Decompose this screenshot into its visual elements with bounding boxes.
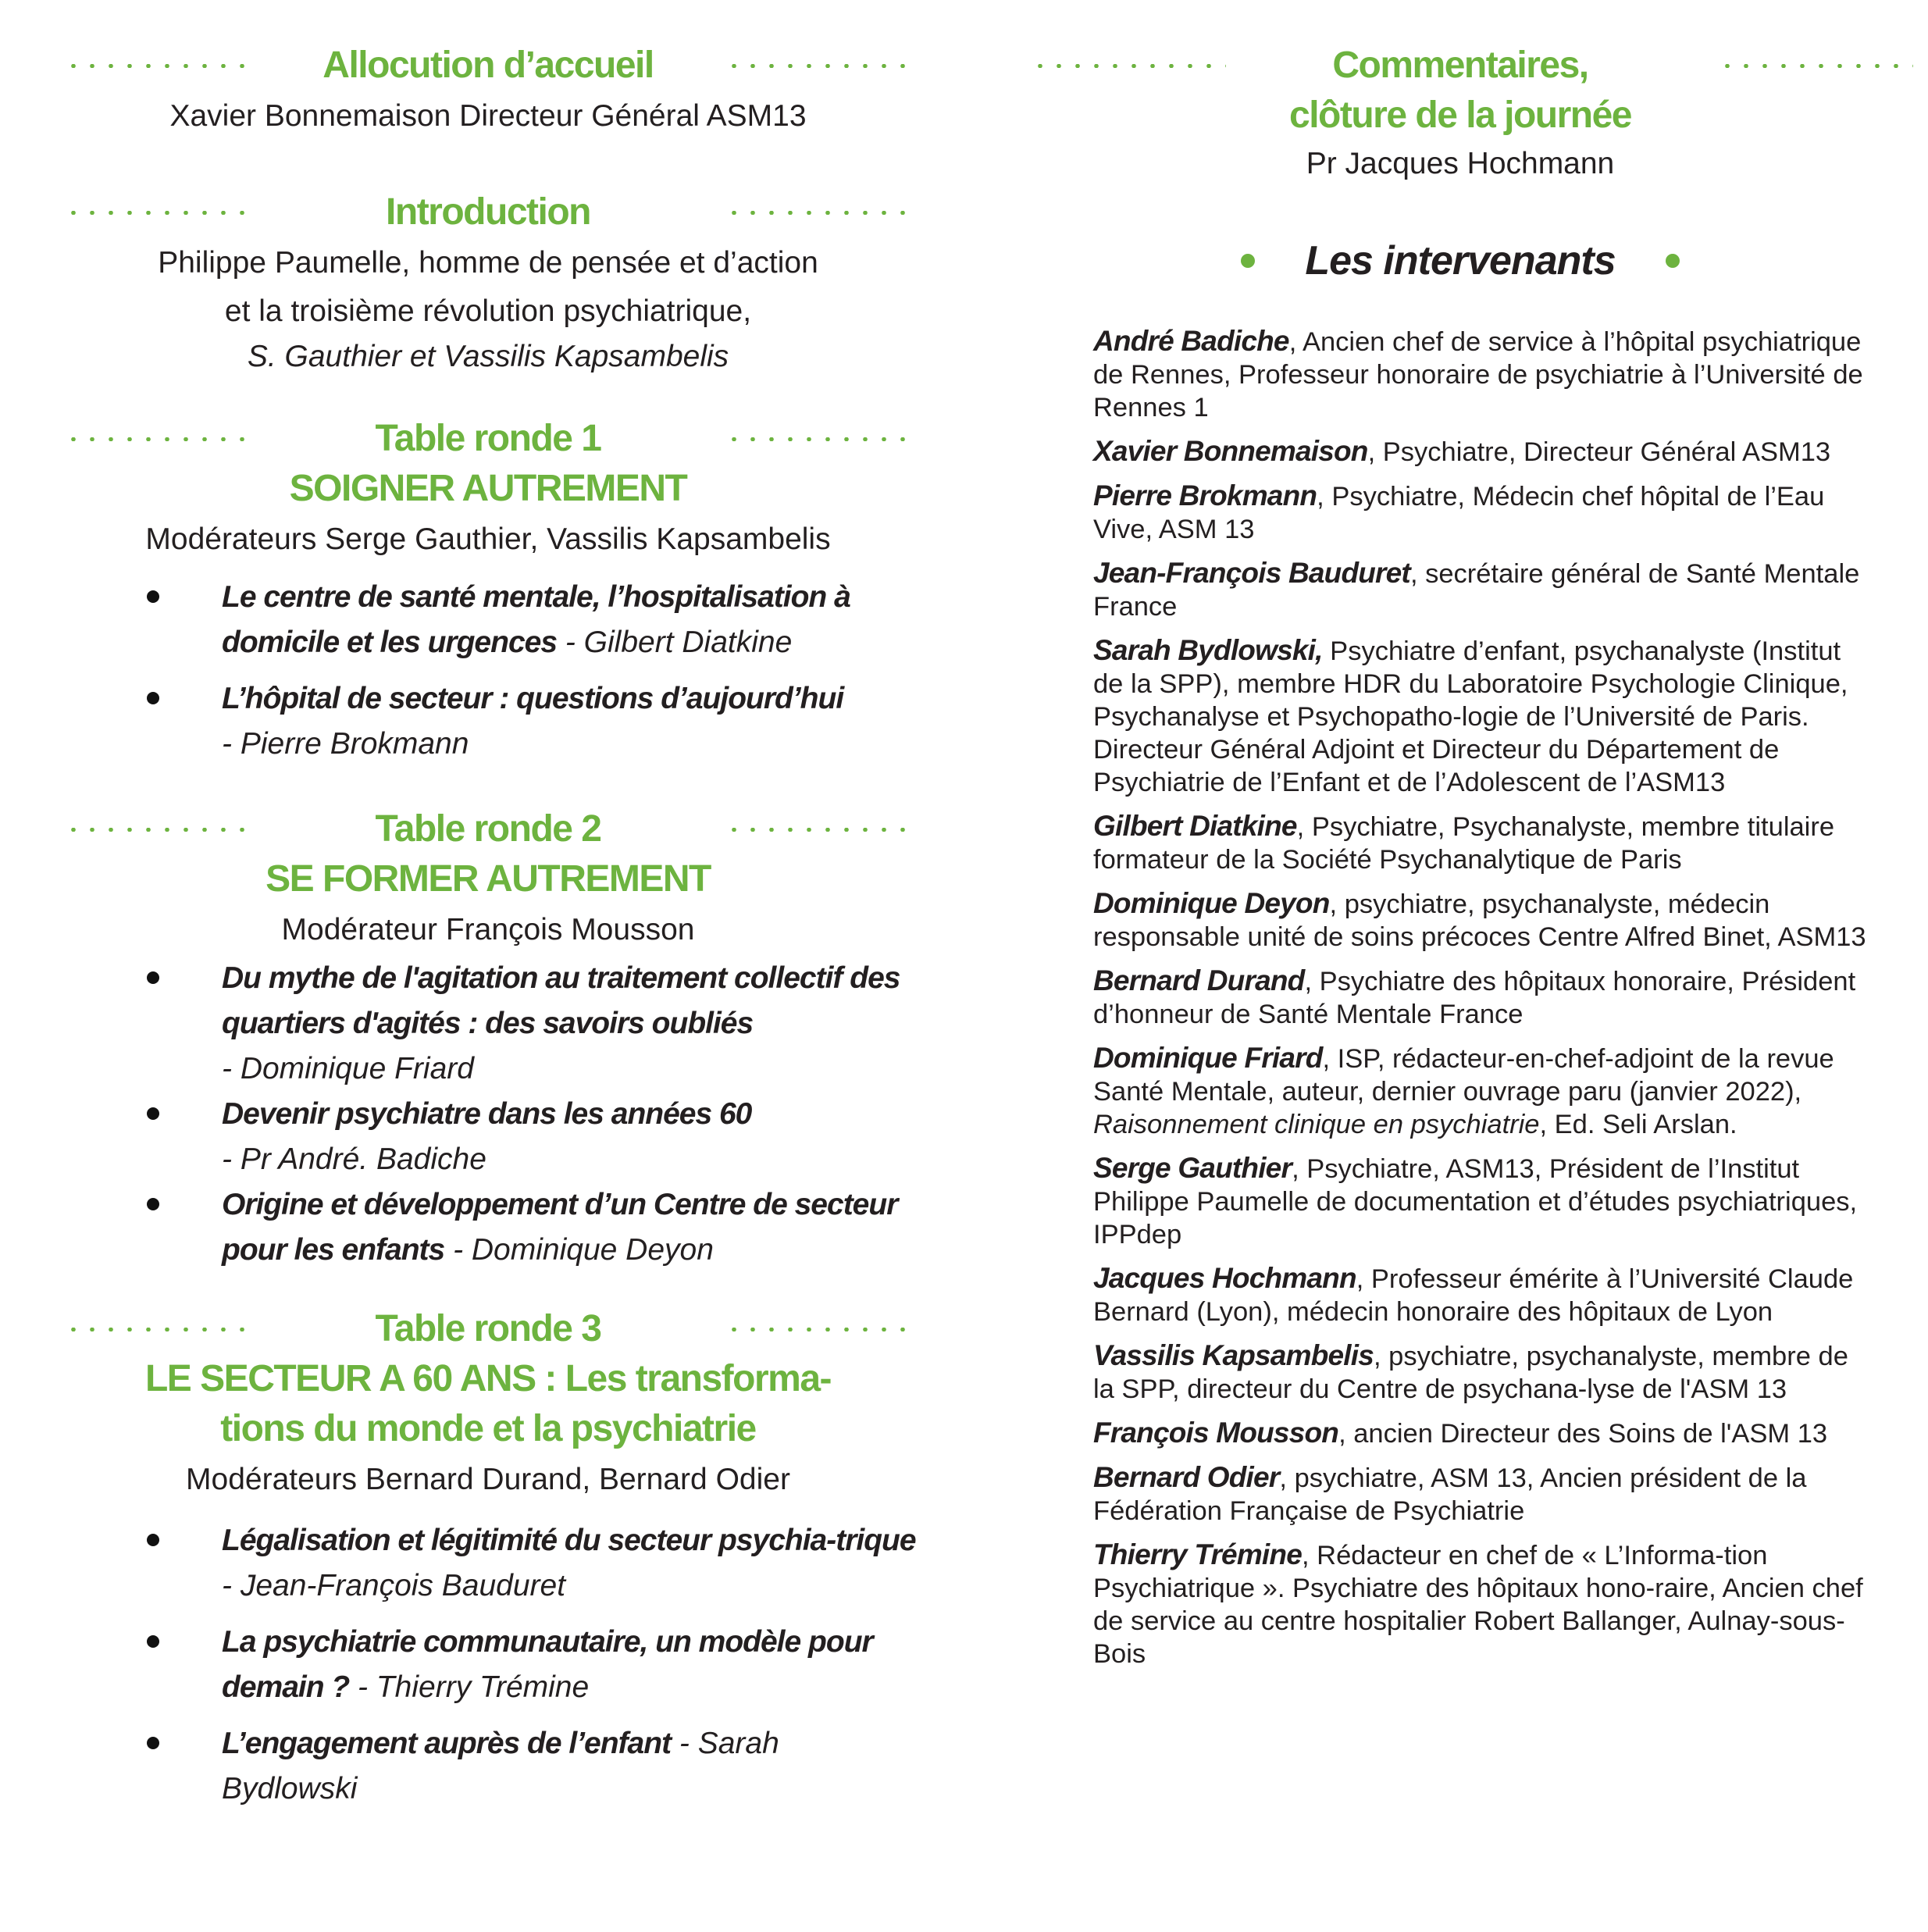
speaker-desc: , psychiatre, psychanalyste, médecin responsable unité de soins précoces Centre Alfred Binet, ASM13 [1093, 889, 1866, 952]
section-title: Table ronde 3 [375, 1308, 601, 1349]
talk-author: - Sarah Bydlowski [222, 1727, 779, 1805]
speaker-name: François Mousson [1093, 1417, 1339, 1449]
speaker-desc: , psychiatre, ASM 13, Ancien président de la Fédération Française de Psychiatrie [1093, 1463, 1807, 1526]
speaker-desc: , psychiatre, psychanalyste, membre de la SPP, directeur du Centre de psychana-lyse de l'ASM 13 [1093, 1342, 1848, 1404]
speaker-entry [1093, 1417, 1874, 1450]
section-title: Table ronde 2 [375, 808, 601, 850]
section-subtitle-line-1: LE SECTEUR A 60 ANS : Les transforma- [144, 1358, 831, 1399]
speaker-desc: , Psychiatre, ASM13, Président de l’Institut Philippe Paumelle de documentation et d’études psychiatriques, IPPdep [1093, 1154, 1858, 1249]
speaker-list [1031, 325, 1890, 1670]
speaker-entry [1093, 1042, 1874, 1141]
section-subtitle: SE FORMER AUTREMENT [266, 858, 711, 900]
speaker-name: Jean-François Bauduret [1093, 557, 1410, 589]
dotted-rule [725, 437, 912, 441]
speaker-desc: , Rédacteur en chef de « L’Informa-tion Psychiatrique ». Psychiatre des hôpitaux hono-raire, Ancien chef de service au centre hospitalier Robert Ballanger, Aulnay-sous-Bois [1093, 1541, 1863, 1669]
speaker-name: Thierry Trémine [1093, 1538, 1302, 1570]
speaker-name: Dominique Friard [1093, 1042, 1323, 1074]
talk-item [55, 1518, 921, 1609]
dotted-rule [64, 211, 251, 215]
speaker-entry [1093, 964, 1874, 1031]
talk-title: Légalisation et légitimité du secteur psychia-trique [222, 1524, 916, 1557]
talk-author: - Thierry Trémine [349, 1670, 590, 1704]
section-title-line-1: Commentaires, [1332, 45, 1588, 86]
dotted-rule [64, 437, 251, 441]
moderators: Modérateurs Bernard Durand, Bernard Odier [186, 1463, 790, 1496]
speaker-name: Bernard Durand [1093, 964, 1305, 996]
moderators: Modérateur François Mousson [281, 913, 695, 946]
speaker-name: Dominique Deyon [1093, 887, 1330, 919]
intro-authors: S. Gauthier et Vassilis Kapsambelis [247, 340, 729, 373]
speaker-entry [1093, 887, 1874, 954]
section-cloture [1031, 41, 1890, 187]
speaker-desc: , Ancien chef de service à l’hôpital psychiatrique de Rennes, Professeur honoraire de psychiatrie à l’Université de Rennes 1 [1093, 327, 1863, 422]
talk-item [55, 1182, 921, 1273]
speaker-name: Jacques Hochmann [1093, 1262, 1356, 1294]
talk-author: - Dominique Deyon [444, 1233, 714, 1267]
speaker-entry [1093, 325, 1874, 424]
speaker-entry [1093, 1152, 1874, 1251]
talk-author: - Jean-François Bauduret [222, 1569, 566, 1602]
talk-title: L’engagement auprès de l’enfant [222, 1727, 672, 1760]
section-introduction [55, 187, 921, 380]
speaker-entry [1093, 1339, 1874, 1406]
speaker-name: Serge Gauthier [1093, 1152, 1292, 1184]
section-title-line-2: clôture de la journée [1289, 94, 1631, 136]
dotted-rule [64, 64, 251, 68]
speaker-entry [1093, 1538, 1874, 1670]
intro-line-2: et la troisième révolution psychiatrique, [224, 294, 752, 328]
talk-author: - Pierre Brokmann [222, 727, 469, 761]
speaker-entry [1093, 557, 1874, 623]
bullet-icon [1241, 254, 1255, 268]
talk-title: Le centre de santé mentale, l’hospitalisation à domicile et les urgences [222, 580, 850, 659]
speaker-name: Xavier Bonnemaison [1093, 435, 1368, 467]
speaker-desc: , Psychiatre, Médecin chef hôpital de l’Eau Vive, ASM 13 [1093, 482, 1825, 544]
talk-item [55, 1092, 921, 1182]
section-header [1031, 41, 1890, 141]
section-table-ronde-2 [55, 804, 921, 1273]
section-accueil [55, 41, 921, 142]
section-table-ronde-3 [55, 1304, 921, 1812]
section-title: Table ronde 1 [375, 418, 601, 459]
intro-line-1: Philippe Paumelle, homme de pensée et d’action [158, 246, 818, 280]
speaker-entry [1093, 634, 1874, 799]
intervenants-section [1031, 226, 1890, 1681]
speaker-name: Pierre Brokmann [1093, 479, 1317, 512]
intervenants-title: Les intervenants [1305, 238, 1616, 283]
section-table-ronde-1 [55, 414, 921, 767]
talk-list [55, 956, 921, 1273]
talk-title: La psychiatrie communautaire, un modèle pour demain ? [222, 1625, 873, 1704]
talk-title: Devenir psychiatre dans les années 60 [222, 1097, 752, 1131]
dotted-rule [725, 64, 912, 68]
talk-title: L’hôpital de secteur : questions d’aujourd’hui [222, 682, 844, 715]
speaker-entry [1093, 810, 1874, 876]
talk-item [55, 676, 921, 767]
dotted-rule [725, 828, 912, 832]
speaker-entry [1093, 1461, 1874, 1527]
section-header [55, 804, 921, 854]
dotted-rule [725, 211, 912, 215]
speaker-desc: , Psychiatre des hôpitaux honoraire, Président d’honneur de Santé Mentale France [1093, 967, 1856, 1029]
speaker-entry [1093, 479, 1874, 546]
talk-author: - Gilbert Diatkine [557, 626, 793, 659]
speaker-desc: , Psychiatre, Psychanalyste, membre titulaire formateur de la Société Psychanalytique de Paris [1093, 812, 1835, 875]
talk-title: Origine et développement d’un Centre de secteur pour les enfants [222, 1188, 898, 1267]
speaker-name: Sarah Bydlowski, [1093, 634, 1323, 666]
section-header [55, 41, 921, 91]
speaker-name: André Badiche [1093, 325, 1289, 357]
bullet-icon [1666, 254, 1680, 268]
section-header [55, 414, 921, 464]
speaker-name: Bernard Odier [1093, 1461, 1280, 1493]
speaker-desc: Psychiatre d’enfant, psychanalyste (Institut de la SPP), membre HDR du Laboratoire Psychologie Clinique, Psychanalyse et Psychopatho-logie de l’Université de Paris. Directeur Général Adjoint et Directeur du Département de Psychiatrie de l’Enfant et de l’Adolescent de l’ASM13 [1093, 636, 1848, 797]
speaker-desc: , Psychiatre, Directeur Général ASM13 [1367, 437, 1831, 467]
speaker-desc: , secrétaire général de Santé Mentale France [1093, 559, 1860, 622]
speaker-line: Xavier Bonnemaison Directeur Général ASM13 [169, 99, 807, 133]
speaker-desc: , ancien Directeur des Soins de l'ASM 13 [1338, 1419, 1828, 1449]
talk-title: Du mythe de l'agitation au traitement collectif des quartiers d'agités : des savoirs oubliés [222, 961, 900, 1040]
section-title: Introduction [386, 191, 590, 233]
moderators: Modérateurs Serge Gauthier, Vassilis Kapsambelis [145, 522, 831, 556]
speaker-desc-end: , Ed. Seli Arslan. [1539, 1110, 1737, 1139]
speaker-entry [1093, 435, 1874, 469]
speaker-desc: , ISP, rédacteur-en-chef-adjoint de la revue Santé Mentale, auteur, dernier ouvrage paru (janvier 2022), [1093, 1044, 1834, 1107]
talk-item [55, 1620, 921, 1710]
speaker-line: Pr Jacques Hochmann [1306, 147, 1615, 180]
section-header [55, 187, 921, 237]
section-title: Allocution d’accueil [323, 45, 654, 86]
talk-list [55, 1518, 921, 1812]
section-subtitle-line-2: tions du monde et la psychiatrie [220, 1408, 756, 1449]
dotted-rule [64, 828, 251, 832]
talk-item [55, 956, 921, 1092]
talk-author: - Pr André. Badiche [222, 1142, 486, 1176]
dotted-rule [1031, 64, 1226, 68]
speaker-entry [1093, 1262, 1874, 1328]
dotted-rule [725, 1328, 912, 1331]
section-header [55, 1304, 921, 1354]
section-subtitle: SOIGNER AUTREMENT [289, 468, 687, 509]
talk-author: - Dominique Friard [222, 1052, 474, 1085]
dotted-rule [1718, 64, 1913, 68]
talk-list [55, 575, 921, 767]
speaker-desc: , Professeur émérite à l’Université Claude Bernard (Lyon), médecin honoraire des hôpitaux de Lyon [1093, 1264, 1854, 1327]
talk-item [55, 575, 921, 665]
talk-item [55, 1721, 921, 1812]
speaker-name: Gilbert Diatkine [1093, 810, 1297, 842]
speaker-name: Vassilis Kapsambelis [1093, 1339, 1374, 1371]
dotted-rule [64, 1328, 251, 1331]
book-title: Raisonnement clinique en psychiatrie [1093, 1110, 1540, 1139]
intervenants-header [1031, 237, 1890, 284]
